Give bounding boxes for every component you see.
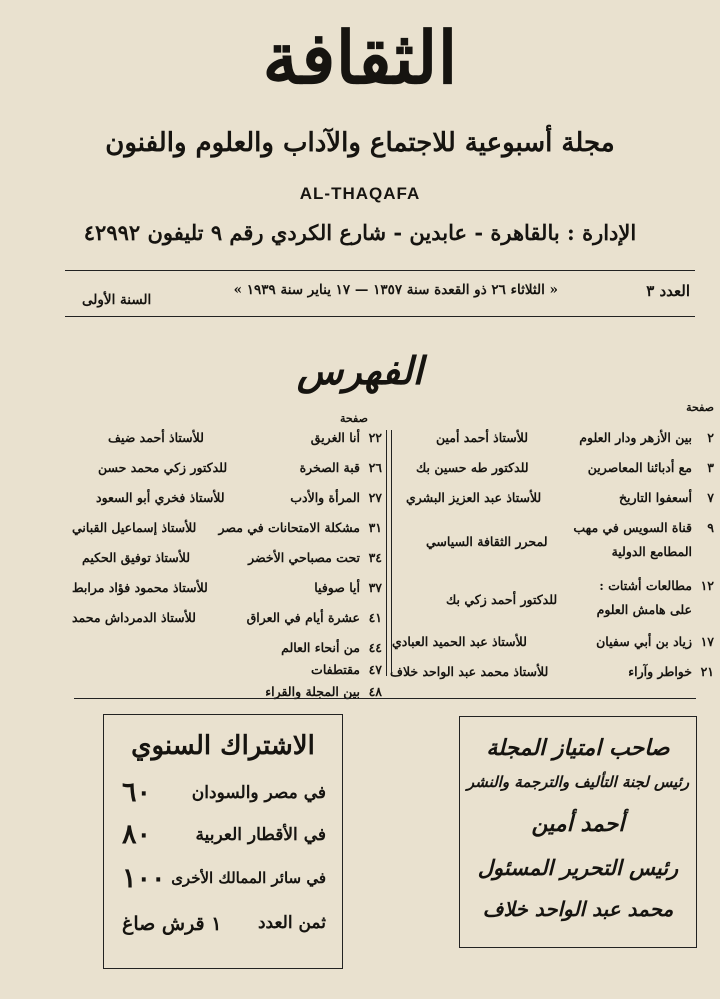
toc-author: للأستاذ محمد عبد الواحد خلاف: [390, 664, 549, 679]
toc-title: مقتطفات: [311, 662, 360, 677]
toc-author: للأستاذ محمود فؤاد مرابط: [72, 580, 208, 595]
toc-page: ٤٤: [368, 640, 382, 655]
toc-author: للدكتور أحمد زكي بك: [446, 592, 558, 607]
toc-page: ١٢: [700, 578, 714, 593]
issue-year: السنة الأولى: [82, 292, 152, 308]
toc-title: بين الأزهر ودار العلوم: [579, 430, 692, 445]
subscription-amount: ١ قرش صاغ: [122, 913, 222, 935]
administration-address: الإدارة : بالقاهرة - عابدين - شارع الكردي رقم ٩ تليفون ٤٢٩٩٢: [83, 220, 637, 245]
toc-page: ٣١: [368, 520, 382, 535]
subscription-row: [114, 817, 332, 857]
index-title: الفهرس: [296, 348, 424, 393]
toc-entry: [386, 520, 716, 578]
editor-label: رئيس التحرير المسئول: [477, 855, 679, 880]
subscription-label: في سائر الممالك الأخرى: [171, 869, 326, 887]
subscription-row: [114, 775, 332, 815]
bottom-rule: [74, 698, 696, 699]
toc-page: ١٧: [700, 634, 714, 649]
toc-page: ٣٤: [368, 550, 382, 565]
toc-title: مشكلة الامتحانات في مصر: [218, 520, 360, 535]
toc-entry: [68, 662, 384, 684]
toc-page: ٣: [707, 460, 714, 475]
toc-entry: [386, 664, 716, 694]
toc-title: أيا صوفيا: [314, 580, 360, 595]
subscription-row: [114, 861, 332, 901]
issue-rule: [65, 316, 695, 317]
issue-date: « الثلاثاء ٢٦ ذو القعدة سنة ١٣٥٧ — ١٧ يناير سنة ١٩٣٩ »: [233, 282, 558, 298]
toc-title: تحت مصباحي الأخضر: [248, 550, 360, 565]
toc-title: زياد بن أبي سفيان: [596, 634, 692, 649]
committee-label: رئيس لجنة التأليف والترجمة والنشر: [466, 773, 690, 791]
page-label-right: صفحة: [686, 401, 714, 414]
toc-page: ٩: [707, 520, 714, 535]
ownership-box: [459, 716, 697, 948]
toc-title: بين المجلة والقراء: [265, 684, 360, 699]
toc-title: خواطر وآراء: [628, 664, 692, 679]
toc-author: لمحرر الثقافة السياسي: [426, 534, 548, 549]
toc-title: مع أدبائنا المعاصرين: [587, 460, 692, 475]
toc-title: أسعفوا التاريخ: [618, 490, 692, 505]
toc-title: من أنحاء العالم: [281, 640, 360, 655]
toc-author: للأستاذ توفيق الحكيم: [82, 550, 191, 565]
toc-author: للأستاذ أحمد ضيف: [108, 430, 204, 445]
toc-entry: [68, 490, 384, 520]
toc-entry: [68, 460, 384, 490]
subscription-box: [103, 714, 343, 969]
toc-entry: [68, 520, 384, 550]
subscription-label: ثمن العدد: [257, 913, 326, 933]
toc-title-line2: المطامع الدولية: [611, 544, 692, 559]
toc-page: ٤٧: [368, 662, 382, 677]
magazine-latin-title: AL-THAQAFA: [299, 184, 421, 203]
toc-title: المرأة والأدب: [290, 490, 360, 505]
owner-name: أحمد أمين: [531, 811, 625, 837]
toc-entry: [68, 684, 384, 706]
subscription-title: الاشتراك السنوي: [131, 731, 315, 761]
toc-author: للأستاذ فخري أبو السعود: [96, 490, 225, 505]
toc-author: للدكتور طه حسين بك: [416, 460, 529, 475]
subscription-amount: ٨٠: [122, 819, 152, 850]
toc-page: ٤٨: [368, 684, 382, 699]
toc-author: للأستاذ الدمرداش محمد: [72, 610, 196, 625]
owner-label: صاحب امتياز المجلة: [486, 735, 670, 761]
toc-entry: [68, 610, 384, 640]
toc-page: ٢٦: [368, 460, 382, 475]
toc-entry: [386, 578, 716, 634]
toc-page: ٧: [707, 490, 714, 505]
toc-entry: [386, 634, 716, 664]
top-rule: [65, 270, 695, 271]
page-label-left: صفحة: [340, 412, 368, 425]
toc-entry: [68, 640, 384, 662]
toc-left-column: [68, 430, 384, 706]
editor-name: محمد عبد الواحد خلاف: [482, 897, 674, 921]
toc-author: للأستاذ عبد العزيز البشري: [406, 490, 542, 505]
toc-entry: [68, 430, 384, 460]
toc-author: للأستاذ عبد الحميد العبادي: [392, 634, 527, 649]
subscription-amount: ١٠٠: [122, 863, 166, 894]
subscription-label: في مصر والسودان: [191, 783, 326, 803]
toc-page: ٤١: [368, 610, 382, 625]
issue-line: [68, 278, 698, 314]
toc-title: قبة الصخرة: [299, 460, 360, 475]
toc-author: للأستاذ إسماعيل القباني: [72, 520, 197, 535]
toc-page: ٣٧: [368, 580, 382, 595]
toc-title: مطالعات أشتات :: [599, 578, 692, 593]
toc-entry: [386, 490, 716, 520]
toc-page: ٢٧: [368, 490, 382, 505]
toc-title: قناة السويس في مهب: [573, 520, 692, 535]
toc-title: عشرة أيام في العراق: [246, 610, 360, 625]
toc-entry: [68, 550, 384, 580]
toc-page: ٢٢: [368, 430, 382, 445]
toc-entry: [386, 430, 716, 460]
toc-right-column: [386, 430, 716, 694]
magazine-subtitle: مجلة أسبوعية للاجتماع والآداب والعلوم والفنون: [105, 128, 615, 158]
toc-title: أنا الغريق: [310, 430, 360, 445]
toc-entry: [386, 460, 716, 490]
magazine-title: الثقافة: [262, 15, 458, 100]
toc-page: ٢١: [700, 664, 714, 679]
issue-number: العدد ٣: [646, 282, 690, 300]
subscription-row: [114, 905, 332, 945]
toc-author: للدكتور زكي محمد حسن: [98, 460, 228, 475]
subscription-amount: ٦٠: [122, 777, 152, 808]
toc-title-line2: على هامش العلوم: [596, 602, 692, 617]
subscription-label: في الأقطار العربية: [195, 825, 326, 845]
toc-entry: [68, 580, 384, 610]
toc-author: للأستاذ أحمد أمين: [436, 430, 529, 445]
toc-page: ٢: [707, 430, 714, 445]
